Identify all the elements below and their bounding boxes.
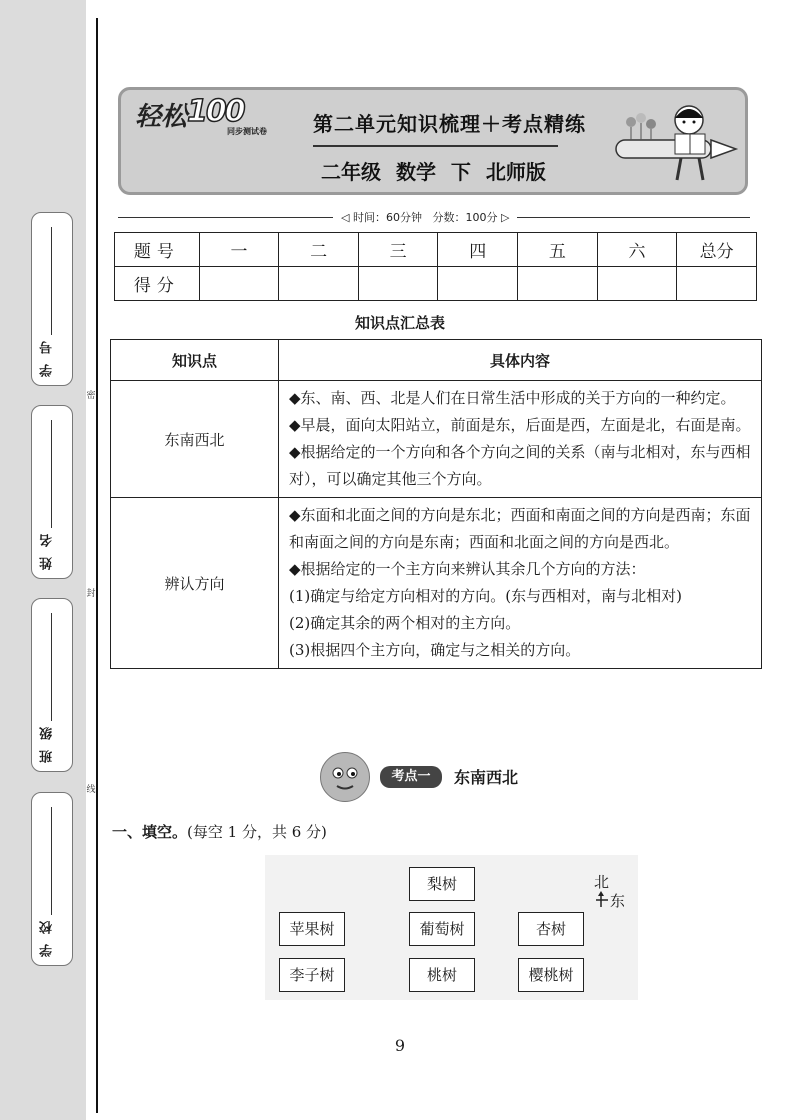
name-field[interactable] [31, 405, 73, 579]
content-line: ◆根据给定的一个方向和各个方向之间的关系（南与北相对，东与西相对），可以确定其他三个方向。 [289, 443, 751, 488]
exam-time: 时间：60分钟 [352, 211, 422, 224]
question-1-note: (每空 1 分，共 6 分) [187, 823, 327, 841]
score-col-total: 总分 [677, 233, 757, 267]
score-value-row [115, 267, 757, 301]
content-line: ◆早晨，面向太阳站立，前面是东，后面是西，左面是北，右面是南。 [289, 416, 751, 434]
page-title: 第二单元知识梳理＋考点精练 [313, 112, 586, 136]
knowledge-topic: 东南西北 [111, 381, 279, 498]
binding-sidebar [0, 0, 86, 1120]
compass-north: 北 [594, 873, 610, 891]
tree-cherry: 樱桃树 [518, 958, 584, 992]
knowledge-topic: 辨认方向 [111, 498, 279, 669]
tree-plum: 李子树 [279, 958, 345, 992]
content-line: ◆东、南、西、北是人们在日常生活中形成的关于方向的一种约定。 [289, 389, 736, 407]
class-field[interactable] [31, 598, 73, 772]
tree-pear: 梨树 [409, 867, 475, 901]
seal-mark-mi: 密 [86, 391, 96, 401]
class-label: 班级 [40, 717, 55, 763]
score-cell[interactable] [597, 267, 677, 301]
score-col-1: 一 [199, 233, 279, 267]
knowledge-content [279, 498, 762, 669]
score-header-row [115, 233, 757, 267]
score-table [114, 232, 757, 301]
school-field[interactable] [31, 792, 73, 966]
logo-number: 100 [187, 94, 244, 129]
content-line: ◆东面和北面之间的方向是东北；西面和南面之间的方向是西南；东面和南面之间的方向是东南；西面和北面之间的方向是西北。 [289, 506, 751, 551]
binding-line [96, 18, 98, 1113]
score-cell[interactable] [677, 267, 757, 301]
summary-title: 知识点汇总表 [354, 314, 445, 332]
question-1 [112, 821, 327, 842]
student-number-label: 学号 [40, 331, 55, 377]
score-col-3: 三 [358, 233, 438, 267]
name-label: 姓名 [40, 524, 55, 570]
tree-apricot: 杏树 [518, 912, 584, 946]
content-line: ◆根据给定的一个主方向来辨认其余几个方向的方法： [289, 560, 646, 578]
score-col-6: 六 [597, 233, 677, 267]
content-line: (3)根据四个主方向，确定与之相关的方向。 [289, 641, 581, 659]
knowledge-header-row [111, 340, 762, 381]
score-col-5: 五 [518, 233, 598, 267]
knowledge-table [110, 339, 762, 669]
logo-subtitle: 同步测试卷 [227, 127, 267, 136]
page-number: 9 [394, 1036, 406, 1055]
exam-point-title: 东南西北 [454, 768, 519, 787]
score-cell[interactable] [279, 267, 359, 301]
exam-point-badge: 考点一 [380, 766, 442, 788]
compass-east: 东 [610, 892, 626, 910]
tree-apple: 苹果树 [279, 912, 345, 946]
exam-point-heading [320, 752, 580, 802]
knowledge-content [279, 381, 762, 498]
score-row-label: 得分 [115, 267, 200, 301]
content-line: (1)确定与给定方向相对的方向。(东与西相对，南与北相对) [289, 587, 682, 605]
score-cell[interactable] [518, 267, 598, 301]
reading-boy-icon [611, 100, 741, 190]
knowledge-row [111, 381, 762, 498]
content-line: (2)确定其余的两个相对的主方向。 [289, 614, 521, 632]
page-subtitle: 二年级 数学 下 北师版 [321, 160, 546, 184]
seal-mark-feng: 封 [86, 589, 96, 599]
score-cell[interactable] [358, 267, 438, 301]
title-divider [313, 145, 558, 147]
exam-info: ◁ 时间：60分钟 分数：100分 ▷ [333, 209, 517, 225]
knowledge-row [111, 498, 762, 669]
mascot-face-icon [320, 752, 370, 802]
tree-peach: 桃树 [409, 958, 475, 992]
exam-score: 分数：100分 [432, 211, 498, 224]
tree-grape: 葡萄树 [409, 912, 475, 946]
knowledge-col-content: 具体内容 [279, 340, 762, 381]
tree-map [265, 855, 638, 1000]
question-1-label: 一、填空。 [112, 823, 188, 841]
score-col-4: 四 [438, 233, 518, 267]
score-cell[interactable] [199, 267, 279, 301]
school-label: 学校 [40, 911, 55, 957]
score-col-2: 二 [279, 233, 359, 267]
score-header-label: 题号 [115, 233, 200, 267]
seal-mark-xian: 线 [86, 785, 96, 795]
student-number-field[interactable] [31, 212, 73, 386]
logo-text: 轻松 [135, 102, 188, 132]
knowledge-col-topic: 知识点 [111, 340, 279, 381]
score-cell[interactable] [438, 267, 518, 301]
header-banner [118, 87, 748, 195]
compass-arrow-icon [595, 891, 609, 909]
